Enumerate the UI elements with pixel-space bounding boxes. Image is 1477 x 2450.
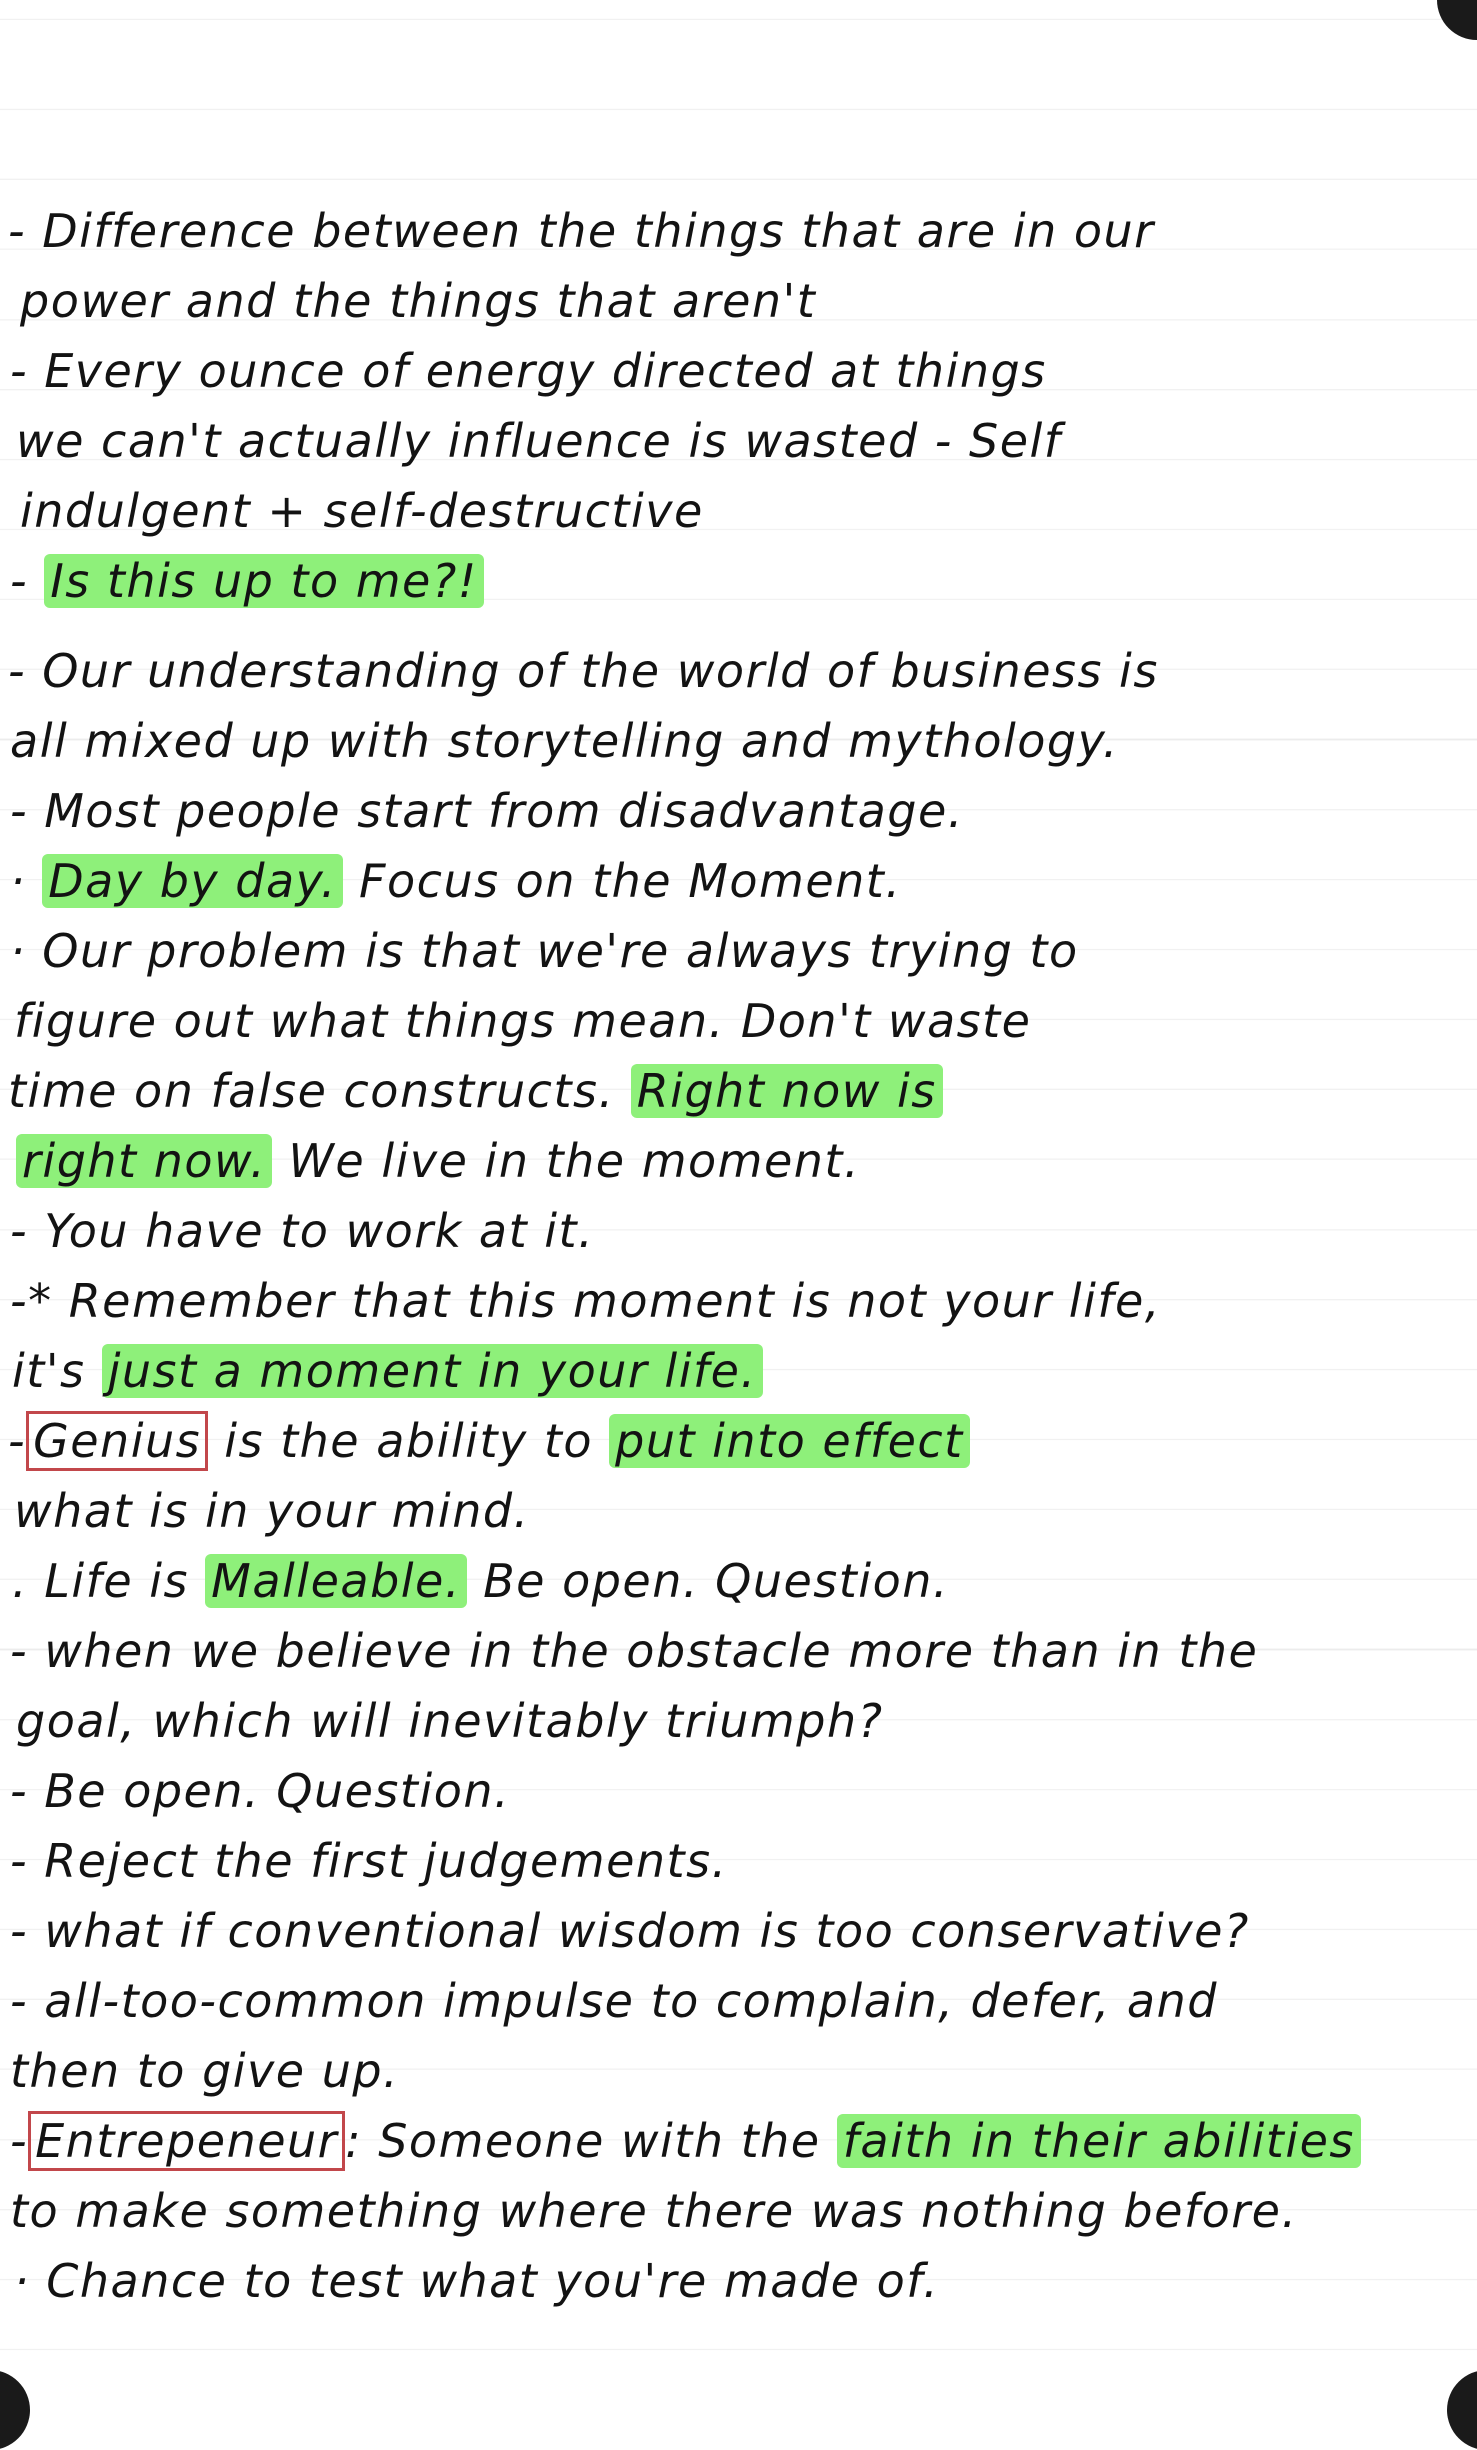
note-line <box>14 990 1032 1052</box>
note-line <box>8 1060 943 1122</box>
note-line <box>10 1760 510 1822</box>
note-line <box>20 480 704 542</box>
note-text: - Be open. Question. <box>10 1764 511 1818</box>
highlighted-text: Day by day. <box>42 854 343 908</box>
note-text: - Every ounce of energy directed at things <box>10 344 1047 398</box>
note-text: · Our problem is that we're always trying to <box>10 924 1079 978</box>
note-text: what is in your mind. <box>14 1484 530 1538</box>
note-line <box>10 1200 594 1262</box>
note-text: -* Remember that this moment is not your life, <box>10 1274 1161 1328</box>
note-line <box>10 1830 728 1892</box>
note-line <box>10 780 964 842</box>
note-line <box>12 1340 763 1402</box>
note-text: - Most people start from disadvantage. <box>10 784 964 838</box>
boxed-term: Entrepeneur <box>28 2111 345 2171</box>
note-text: . Life is <box>12 1554 206 1608</box>
highlighted-text: Is this up to me?! <box>44 554 483 608</box>
note-line <box>14 2250 939 2312</box>
note-line <box>10 2110 1361 2172</box>
note-text: indulgent + self-destructive <box>20 484 704 538</box>
note-text: it's <box>12 1344 102 1398</box>
boxed-term: Genius <box>26 1411 208 1471</box>
note-line <box>10 1900 1250 1962</box>
note-text: power and the things that aren't <box>20 274 817 328</box>
note-text: - Reject the first judgements. <box>10 1834 728 1888</box>
highlighted-text: faith in their abilities <box>837 2114 1361 2168</box>
note-line <box>10 1620 1258 1682</box>
page-corner-shadow <box>1447 2370 1477 2450</box>
highlighted-text: put into effect <box>609 1414 970 1468</box>
note-text: - <box>8 1414 27 1468</box>
note-line <box>8 200 1155 262</box>
note-line <box>8 640 1159 702</box>
note-text: - You have to work at it. <box>10 1204 595 1258</box>
highlighted-text: Right now is <box>631 1064 943 1118</box>
note-text: we can't actually influence is wasted - Self <box>16 414 1062 468</box>
note-text: - when we believe in the obstacle more than in the <box>10 1624 1259 1678</box>
note-line <box>20 270 816 332</box>
note-line <box>10 710 1119 772</box>
note-text: goal, which will inevitably triumph? <box>16 1694 884 1748</box>
note-text: We live in the moment. <box>272 1134 861 1188</box>
note-text: · <box>10 854 43 908</box>
page-corner-shadow <box>0 2370 30 2450</box>
note-line <box>10 850 901 912</box>
note-text: all mixed up with storytelling and mythology. <box>10 714 1119 768</box>
note-text: - <box>10 554 45 608</box>
note-text: figure out what things mean. Don't waste <box>14 994 1032 1048</box>
note-text: - Our understanding of the world of business is <box>8 644 1159 698</box>
note-text: time on false constructs. <box>8 1064 631 1118</box>
note-text: : Someone with the <box>345 2114 837 2168</box>
page-corner-shadow <box>1437 0 1477 40</box>
note-text: then to give up. <box>10 2044 400 2098</box>
note-line <box>12 1550 949 1612</box>
note-line <box>10 1970 1218 2032</box>
note-text: - what if conventional wisdom is too conservative? <box>10 1904 1250 1958</box>
note-text: Be open. Question. <box>466 1554 949 1608</box>
note-line <box>16 1130 860 1192</box>
note-text: is the ability to <box>208 1414 610 1468</box>
note-line <box>10 1270 1161 1332</box>
note-line <box>10 2040 399 2102</box>
note-line <box>10 550 484 612</box>
note-text: to make something where there was nothing before. <box>10 2184 1298 2238</box>
note-text: - all-too-common impulse to complain, defer, and <box>10 1974 1218 2028</box>
note-line <box>14 1480 530 1542</box>
note-line <box>10 920 1079 982</box>
note-line <box>10 340 1047 402</box>
note-line <box>8 1410 970 1472</box>
highlighted-text: Malleable. <box>205 1554 467 1608</box>
highlighted-text: right now. <box>16 1134 272 1188</box>
note-line <box>16 1690 884 1752</box>
note-text: - Difference between the things that are in our <box>8 204 1155 258</box>
note-line <box>10 2180 1298 2242</box>
note-line <box>16 410 1061 472</box>
note-text: Focus on the Moment. <box>342 854 902 908</box>
highlighted-text: just a moment in your life. <box>102 1344 763 1398</box>
note-text: - <box>10 2114 29 2168</box>
note-text: · Chance to test what you're made of. <box>14 2254 940 2308</box>
